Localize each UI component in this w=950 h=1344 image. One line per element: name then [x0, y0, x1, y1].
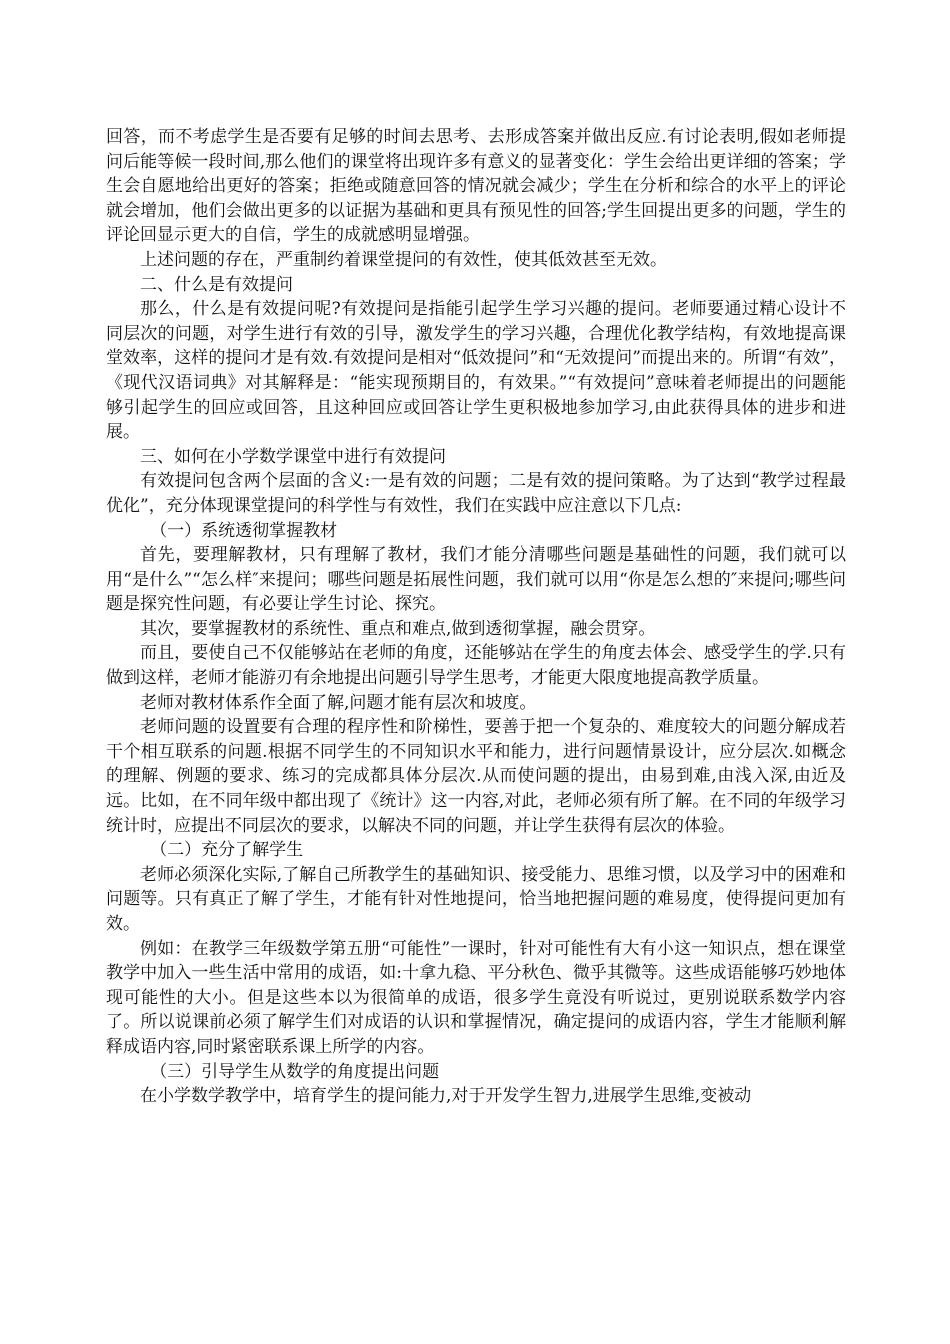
section-heading: 三、如何在小学数学课堂中进行有效提问 [140, 446, 446, 467]
paragraph: 其次，要掌握教材的系统性、重点和难点,做到透彻掌握，融会贯穿。 [140, 618, 656, 639]
paragraph: 在小学数学教学中，培育学生的提问能力,对于开发学生智力,进展学生思维,变被动 [140, 1086, 752, 1107]
paragraph: 有效提问包含两个层面的含义:一是有效的问题；二是有效的提问策略。为了达到“教学过程最优化”，充分体现课堂提问的科学性与有效性，我们在实践中应注意以下几点: [106, 471, 846, 516]
document-body [106, 125, 846, 1109]
subsection-heading: （一）系统透彻掌握教材 [150, 520, 338, 541]
subsection-heading: （三）引导学生从数学的角度提出问题 [150, 1061, 440, 1082]
paragraph: 例如：在教学三年级数学第五册“可能性”一课时，针对可能性有大有小这一知识点，想在课堂教学中加入一些生活中常用的成语，如:十拿九稳、平分秋色、微乎其微等。这些成语能够巧妙地体现可能性的大小。但是这些本以为很简单的成语，很多学生竟没有听说过，更别说联系数学内容了。所以说课前必须了解学生们对成语的认识和掌握情况，确定提问的成语内容，学生才能顺利解释成语内容,同时紧密联系课上所学的内容。 [106, 938, 846, 1057]
paragraph: 老师对教材体系作全面了解,问题才能有层次和坡度。 [140, 692, 537, 713]
paragraph: 而且，要使自己不仅能够站在老师的角度，还能够站在学生的角度去体会、感受学生的学.只有做到这样，老师才能游刃有余地提出问题引导学生思考，才能更大限度地提高教学质量。 [106, 643, 846, 689]
paragraph: 回答，而不考虑学生是否要有足够的时间去思考、去形成答案并做出反应.有讨论表明,假如老师提问后能等候一段时间,那么他们的课堂将出现许多有意义的显著变化：学生会给出更详细的答案；学生会自愿地给出更好的答案；拒绝或随意回答的情况就会减少；学生在分析和综合的水平上的评论就会增加，他们会做出更多的以证据为基础和更具有预见性的回答;学生回提出更多的问题，学生的评论回显示更大的自信，学生的成就感明显增强。 [106, 127, 846, 246]
subsection-heading: （二）充分了解学生 [150, 840, 304, 861]
paragraph: 老师问题的设置要有合理的程序性和阶梯性，要善于把一个复杂的、难度较大的问题分解成若干个相互联系的问题.根据不同学生的不同知识水平和能力，进行问题情景设计，应分层次.如概念的理解、例题的要求、练习的完成都具体分层次.从而使问题的提出，由易到难,由浅入深,由近及远。比如，在不同年级中都出现了《统计》这一内容,对此，老师必须有所了解。在不同的年级学习统计时，应提出不同层次的要求，以解决不同的问题，并让学生获得有层次的体验。 [106, 717, 846, 836]
section-heading: 二、什么是有效提问 [140, 274, 293, 295]
paragraph: 老师必须深化实际,了解自己所教学生的基础知识、接受能力、思维习惯，以及学习中的困难和问题等。只有真正了解了学生，才能有针对性地提问，恰当地把握问题的难易度，使得提问更加有效。 [106, 864, 846, 934]
paragraph: 那么，什么是有效提问呢?有效提问是指能引起学生学习兴趣的提问。老师要通过精心设计不同层次的问题，对学生进行有效的引导，激发学生的学习兴趣，合理优化教学结构，有效地提高课堂效率，这样的提问才是有效.有效提问是相对“低效提问”和“无效提问”而提出来的。所谓“有效”，《现代汉语词典》对其解释是：“能实现预期目的，有效果。”“有效提问”意味着老师提出的问题能够引起学生的回应或回答，且这种回应或回答让学生更积极地参加学习,由此获得具体的进步和进展。 [106, 299, 846, 443]
paragraph: 首先，要理解教材，只有理解了教材，我们才能分清哪些问题是基础性的问题，我们就可以用“是什么”“怎么样″来提问；哪些问题是拓展性问题，我们就可以用“你是怎么想的″来提问;哪些问题是探究性问题，有必要让学生讨论、探究。 [106, 545, 846, 615]
paragraph: 上述问题的存在，严重制约着课堂提问的有效性，使其低效甚至无效。 [140, 249, 667, 270]
